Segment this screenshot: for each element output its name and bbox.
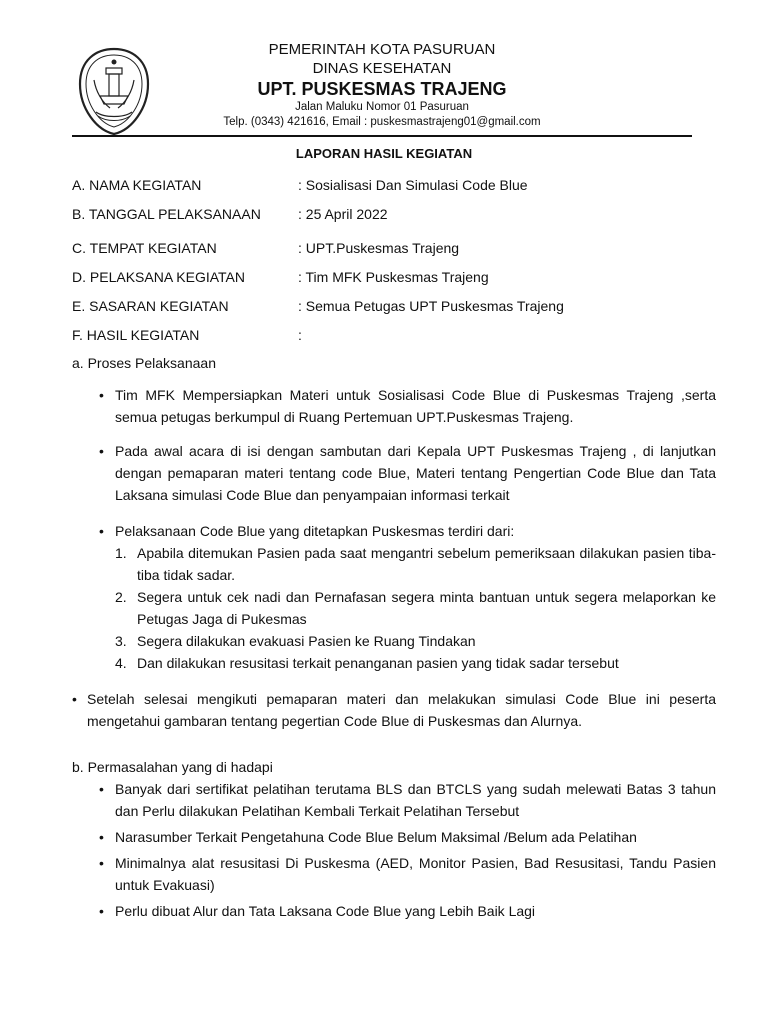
letterhead-text (162, 40, 602, 130)
step-item (72, 586, 716, 630)
field-value: : UPT.Puskesmas Trajeng (298, 240, 460, 256)
government-name: PEMERINTAH KOTA PASURUAN (268, 41, 496, 58)
step-text: Segera dilakukan evakuasi Pasien ke Ruang Tindakan (137, 633, 476, 649)
field-label: A. NAMA KEGIATAN (72, 177, 202, 193)
step-number: 2. (115, 589, 127, 605)
list-item: • Narasumber Terkait Pengetahuna Code Blue Belum Maksimal /Belum ada Pelatihan (72, 826, 716, 848)
step-text: Apabila ditemukan Pasien pada saat mengantri sebelum pemeriksaan dilakukan pasien tiba-tiba tidak sadar. (137, 545, 716, 583)
list-item: • Banyak dari sertifikat pelatihan terutama BLS dan BTCLS yang sudah melewati Batas 3 tahun dan Perlu dilakukan Pelatihan Kembali Terkait Pelatihan Tersebut (72, 778, 716, 822)
field-value: : 25 April 2022 (298, 206, 388, 222)
field-row (72, 206, 722, 240)
step-text: Segera untuk cek nadi dan Pernafasan segera minta bantuan untuk segera melaporkan ke Petugas Jaga di Pukesmas (137, 589, 716, 627)
letterhead (72, 40, 692, 136)
field-label: F. HASIL KEGIATAN (72, 327, 200, 343)
field-row (72, 298, 722, 327)
field-row (72, 240, 722, 269)
institution-name: UPT. PUSKESMAS TRAJENG (257, 79, 507, 99)
letterhead-divider (72, 135, 692, 137)
report-body (72, 352, 716, 922)
field-label: E. SASARAN KEGIATAN (72, 298, 229, 314)
section-b-bullets (72, 778, 716, 922)
step-item (72, 630, 716, 652)
institution-contact: Telp. (0343) 421616, Email : puskesmastrajeng01@gmail.com (223, 116, 541, 128)
field-value: : (298, 327, 302, 343)
step-number: 4. (115, 655, 127, 671)
field-value: : Tim MFK Puskesmas Trajeng (298, 269, 489, 285)
step-number: 3. (115, 633, 127, 649)
list-item: • Pelaksanaan Code Blue yang ditetapkan Puskesmas terdiri dari: (72, 520, 716, 542)
section-a-heading: a. Proses Pelaksanaan (72, 355, 216, 371)
list-item: • Pada awal acara di isi dengan sambutan dari Kepala UPT Puskesmas Trajeng , di lanjutkan dengan pemaparan materi tentang code Blue, Materi tentang Pengertian Code Blue dan Tata Laksana simulasi Code Blue dan penyampaian informasi terkait (72, 440, 716, 506)
field-row (72, 269, 722, 298)
document-title: LAPORAN HASIL KEGIATAN (295, 146, 473, 161)
list-item: • Tim MFK Mempersiapkan Materi untuk Sosialisasi Code Blue di Puskesmas Trajeng ,serta semua petugas berkumpul di Ruang Pertemuan UPT.Puskesmas Trajeng. (72, 384, 716, 428)
step-text: Dan dilakukan resusitasi terkait penanganan pasien yang tidak sadar tersebut (137, 655, 619, 671)
conclusion-item: • Setelah selesai mengikuti pemaparan materi dan melakukan simulasi Code Blue ini peserta mengetahui gambaran tentang pegertian Code Blue di Puskesmas dan Alurnya. (72, 688, 716, 732)
field-label: B. TANGGAL PELAKSANAAN (72, 206, 261, 222)
section-b-heading: b. Permasalahan yang di hadapi (72, 759, 273, 775)
section-a-bullets (72, 384, 716, 542)
code-blue-steps (72, 542, 716, 674)
report-fields (72, 177, 722, 356)
department-name: DINAS KESEHATAN (312, 60, 452, 77)
step-item (72, 542, 716, 586)
step-item (72, 652, 716, 674)
list-item: • Minimalnya alat resusitasi Di Puskesma (AED, Monitor Pasien, Bad Resusitasi, Tandu Pasien untuk Evakuasi) (72, 852, 716, 896)
field-label: C. TEMPAT KEGIATAN (72, 240, 217, 256)
field-row (72, 177, 722, 206)
institution-address: Jalan Maluku Nomor 01 Pasuruan (295, 101, 469, 113)
field-value: : Semua Petugas UPT Puskesmas Trajeng (298, 298, 564, 314)
field-value: : Sosialisasi Dan Simulasi Code Blue (298, 177, 528, 193)
field-label: D. PELAKSANA KEGIATAN (72, 269, 245, 285)
step-number: 1. (115, 545, 127, 561)
section-a-conclusion (72, 688, 716, 732)
list-item: • Perlu dibuat Alur dan Tata Laksana Code Blue yang Lebih Baik Lagi (72, 900, 716, 922)
city-emblem-icon (76, 46, 152, 136)
